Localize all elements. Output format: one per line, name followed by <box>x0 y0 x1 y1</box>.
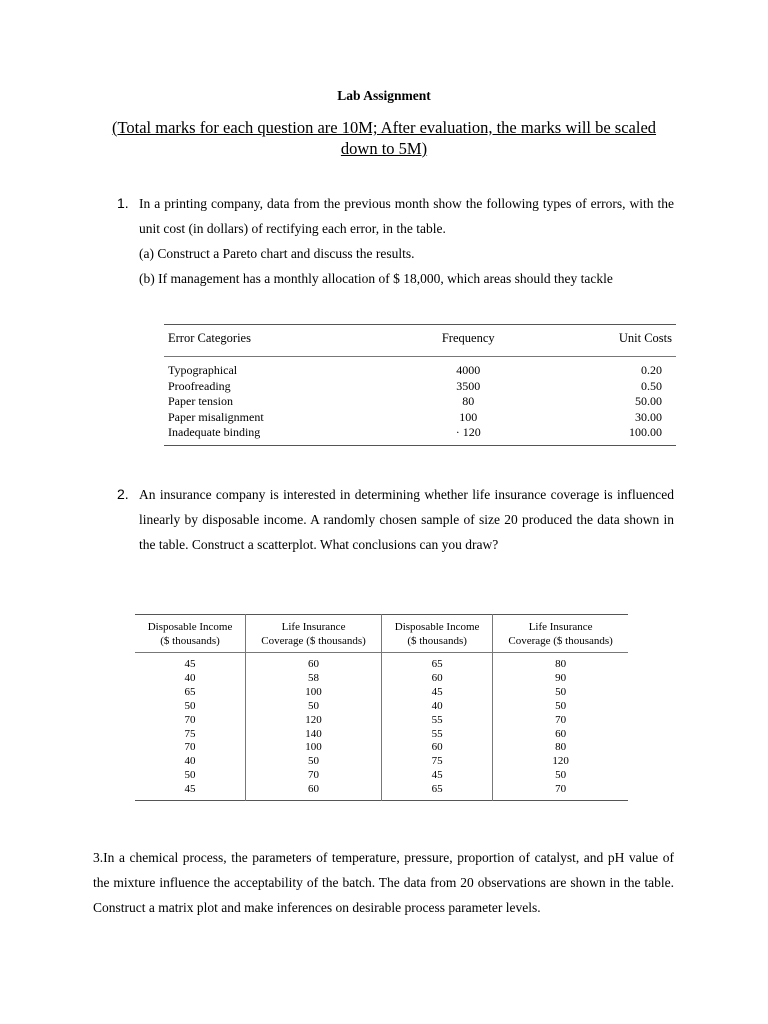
col-header-line: Disposable Income <box>394 621 480 633</box>
error-cost-table <box>164 324 676 446</box>
life-insurance-cell: 70 <box>555 713 567 726</box>
col-header-disposable-income-2 <box>381 615 492 653</box>
life-insurance-cell: 140 <box>246 728 382 742</box>
disposable-income-cell: 65 <box>381 783 492 800</box>
disposable-income-cell: 55 <box>381 728 492 742</box>
frequency-cell: 80 <box>462 394 475 408</box>
disposable-income-cell: 40 <box>135 755 246 769</box>
col-header-line: ($ thousands) <box>407 635 467 647</box>
disposable-income-cell: 40 <box>381 700 492 714</box>
col-header-line: ($ thousands) <box>160 635 220 647</box>
col-header-line: Disposable Income <box>147 621 233 633</box>
disposable-income-cell: 45 <box>381 769 492 783</box>
question-1-part-b <box>139 266 674 291</box>
disposable-income-cell: 70 <box>135 741 246 755</box>
question-1-text: In a printing company, data from the previous month show the following types of errors, with the unit cost (in dollars) of rectifying each error, in the table. <box>139 196 674 236</box>
life-insurance-cell: 50 <box>246 755 382 769</box>
table-row <box>135 686 628 700</box>
life-insurance-cell: 50 <box>555 769 567 782</box>
col-header-line: Coverage ($ thousands) <box>508 635 613 647</box>
disposable-income-cell: 50 <box>135 700 246 714</box>
error-category-cell: Typographical <box>168 363 238 377</box>
life-insurance-cell: 50 <box>555 685 567 698</box>
page-title: Lab Assignment <box>337 88 431 103</box>
disposable-income-cell: 50 <box>135 769 246 783</box>
col-header-error-categories: Error Categories <box>164 325 399 357</box>
col-header-line: Coverage ($ thousands) <box>261 635 366 647</box>
disposable-income-cell: 65 <box>135 686 246 700</box>
life-insurance-cell: 60 <box>246 653 382 672</box>
col-header-line: Life Insurance <box>281 621 346 633</box>
unit-cost-cell: 30.00 <box>635 409 662 424</box>
life-insurance-cell: 80 <box>555 658 567 670</box>
life-insurance-cell: 80 <box>555 741 567 754</box>
question-1-part-a: (a) Construct a Pareto chart and discuss the results. <box>139 246 415 261</box>
table-row <box>135 741 628 755</box>
life-insurance-cell: 100 <box>246 741 382 755</box>
frequency-cell: 3500 <box>456 378 481 393</box>
table-row <box>135 755 628 769</box>
unit-cost-cell: 0.20 <box>641 363 662 377</box>
question-2-text: An insurance company is interested in determining whether life insurance coverage is influenced linearly by disposable income. A randomly chosen sample of size 20 produced the data shown in the table. Construct a scatterplot. What conclusions can you draw? <box>139 487 674 552</box>
disposable-income-cell: 55 <box>381 714 492 728</box>
table-row <box>135 700 628 714</box>
frequency-cell: · 120 <box>455 425 481 439</box>
col-header-frequency: Frequency <box>399 325 537 357</box>
table-row <box>164 357 676 379</box>
table-row <box>135 653 628 672</box>
table-row <box>164 425 676 445</box>
life-insurance-cell: 60 <box>246 783 382 800</box>
disposable-income-cell: 70 <box>135 714 246 728</box>
error-category-cell: Inadequate binding <box>168 425 261 439</box>
disposable-income-cell: 75 <box>135 728 246 742</box>
marks-note: (Total marks for each question are 10M; After evaluation, the marks will be scaled down to 5M) <box>111 118 657 158</box>
table-row <box>135 783 628 800</box>
disposable-income-cell: 65 <box>381 653 492 672</box>
life-insurance-cell: 70 <box>246 769 382 783</box>
question-1-number: 1. <box>117 195 129 211</box>
disposable-income-cell: 45 <box>381 686 492 700</box>
question-1-part-b-text: (b) If management has a monthly allocation of $ 18,000, which areas should they tackle <box>139 271 613 286</box>
table-row <box>135 672 628 686</box>
frequency-cell: 4000 <box>456 363 481 377</box>
disposable-income-cell: 45 <box>135 783 246 800</box>
table-row <box>135 769 628 783</box>
table-row <box>164 379 676 395</box>
disposable-income-cell: 75 <box>381 755 492 769</box>
error-category-cell: Paper tension <box>168 394 233 408</box>
table-row <box>164 410 676 426</box>
life-insurance-cell: 60 <box>555 727 567 740</box>
error-category-cell: Paper misalignment <box>168 409 264 424</box>
col-header-life-insurance-2 <box>493 615 628 653</box>
life-insurance-cell: 100 <box>246 686 382 700</box>
table-row <box>164 394 676 410</box>
question-3-text: 3.In a chemical process, the parameters of temperature, pressure, proportion of catalyst, and pH value of the mixture influence the acceptability of the batch. The data from 20 observations are shown in the table. Construct a matrix plot and make inferences on desirable process parameter levels. <box>93 850 674 915</box>
disposable-income-cell: 45 <box>135 653 246 672</box>
life-insurance-cell: 90 <box>555 671 567 684</box>
life-insurance-cell: 70 <box>555 783 567 796</box>
disposable-income-cell: 60 <box>381 672 492 686</box>
life-insurance-cell: 58 <box>246 672 382 686</box>
question-2-number: 2. <box>117 486 129 502</box>
frequency-cell: 100 <box>459 409 478 424</box>
disposable-income-cell: 40 <box>135 672 246 686</box>
col-header-unit-costs: Unit Costs <box>537 325 676 357</box>
col-header-disposable-income-1 <box>135 615 246 653</box>
unit-cost-cell: 100.00 <box>629 425 662 439</box>
insurance-income-table <box>135 614 628 801</box>
life-insurance-cell: 50 <box>246 700 382 714</box>
unit-cost-cell: 0.50 <box>641 378 662 393</box>
col-header-line: Life Insurance <box>528 621 593 633</box>
life-insurance-cell: 50 <box>555 699 567 712</box>
table-row <box>135 714 628 728</box>
life-insurance-cell: 120 <box>246 714 382 728</box>
life-insurance-cell: 120 <box>552 755 569 768</box>
disposable-income-cell: 60 <box>381 741 492 755</box>
table-row <box>135 728 628 742</box>
unit-cost-cell: 50.00 <box>635 394 662 408</box>
error-category-cell: Proofreading <box>168 378 231 393</box>
col-header-life-insurance-1 <box>246 615 382 653</box>
